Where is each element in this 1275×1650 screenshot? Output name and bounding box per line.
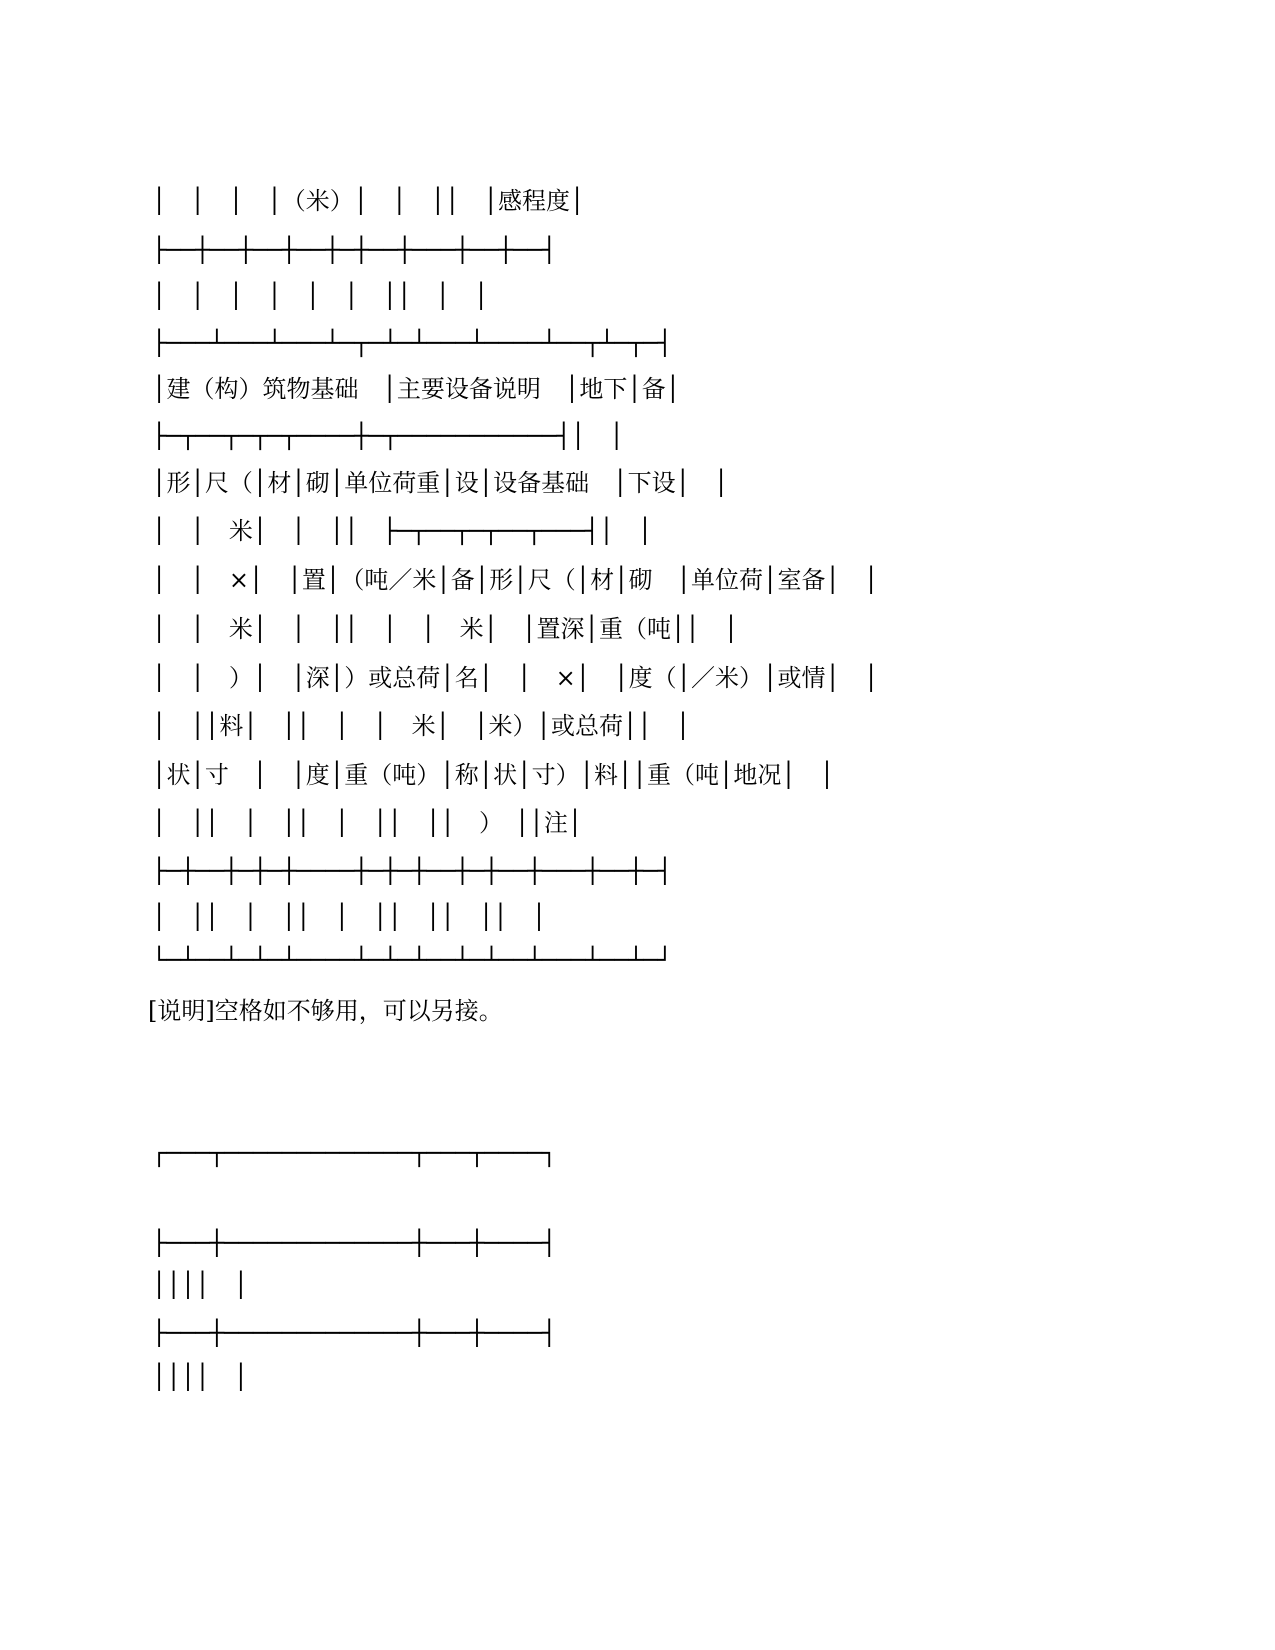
table-row: │状│寸 │ │度│重（吨）│称│状│寸）│料││重（吨│地况│ │ <box>152 761 835 789</box>
table-border: ├─┼──┼─┼─┼────┼─┼─┼──┼─┼──┼───┼──┼─┤ <box>152 857 673 885</box>
table-row: │ ││ │ ││ │ ││ ││ ││ │ <box>152 903 547 931</box>
table-row: │ │ ）│ │深│）或总荷│名│ │ ×│ │度（│／米）│或情│ │ <box>152 664 879 692</box>
note-text: [说明]空格如不够用，可以另接。 <box>148 997 503 1025</box>
table-row: │ │ 米│ │ ││ ├─┬──┬─┬──┬───┤│ │ <box>152 517 653 545</box>
table-row: │ │ │ │（米）│ │ ││ │感程度│ <box>152 187 585 215</box>
table-border: ├───┼─────────────┼───┼────┤ <box>152 1319 557 1347</box>
table-border: └─┴──┴─┴─┴────┴─┴─┴──┴─┴──┴───┴──┴─┘ <box>152 946 673 974</box>
table-border: ┌───┬─────────────┬───┬────┐ <box>152 1139 557 1167</box>
table-row: ││││ │ <box>152 1363 249 1391</box>
table-row: │ │ 米│ │ ││ │ │ 米│ │置深│重（吨││ │ <box>152 615 739 643</box>
table-row: │ │ ×│ │置│（吨／米│备│形│尺（│材│砌 │单位荷│室备│ │ <box>152 566 879 594</box>
table-row: │形│尺（│材│砌│单位荷重│设│设备基础 │下设│ │ <box>152 469 729 497</box>
table-border: ├───┴───┴───┴─┬─┴─┴───┴────┴──┬┴─┬─┤ <box>152 329 673 357</box>
table-row: │建（构）筑物基础 │主要设备说明 │地下│备│ <box>152 375 681 403</box>
table-row: │ ││ │ ││ │ ││ ││ ） ││注│ <box>152 809 583 837</box>
table-row: ││││ │ <box>152 1271 249 1299</box>
table-border: ├───┼─────────────┼───┼────┤ <box>152 1229 557 1257</box>
table-border: ├─┬──┬─┬─┬────┼─┬───────────┤│ │ <box>152 422 624 450</box>
table-row: │ │ │ │ │ │ ││ │ │ <box>152 282 489 310</box>
table-row: │ ││料│ ││ │ │ 米│ │米）│或总荷││ │ <box>152 712 691 740</box>
table-border: ├──┼──┼──┼──┼─┼──┼───┼──┼──┤ <box>152 236 557 264</box>
